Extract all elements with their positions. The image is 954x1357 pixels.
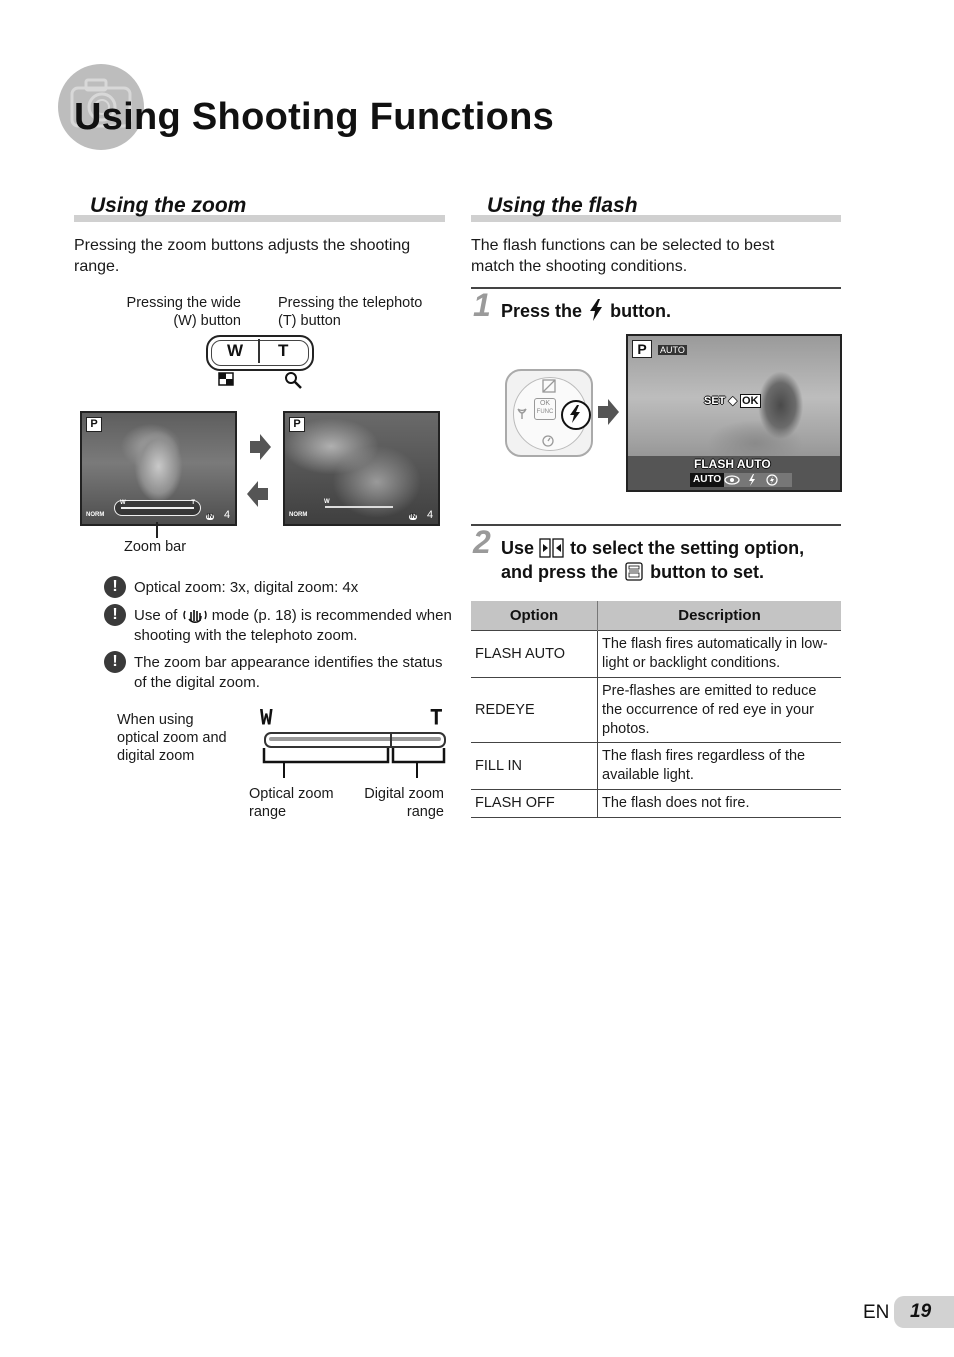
wide-label-line2: (W) button	[173, 313, 241, 329]
zbar-t: T	[191, 500, 195, 506]
table-row	[471, 631, 841, 678]
zbar-w: W	[120, 500, 126, 506]
redeye-icon[interactable]	[724, 475, 740, 485]
description-cell: Pre-flashes are emitted to reduce the occurrence of red eye in your photos.	[598, 678, 842, 743]
image-stabilizer-icon	[182, 607, 208, 623]
flash-icon	[569, 405, 581, 423]
exposure-icon	[542, 379, 556, 393]
self-timer-icon[interactable]	[541, 433, 555, 447]
screen-auto-label: AUTO	[660, 345, 685, 355]
flash-heading-text: Using the flash	[487, 194, 638, 217]
tele-label-line2: (T) button	[278, 313, 341, 329]
zoom-bar-label: Zoom bar	[124, 539, 187, 555]
note-stabilizer-post: mode (p. 18) is recommended when shooting with the telephoto zoom.	[134, 607, 452, 644]
zoom-bar-tele	[319, 500, 399, 514]
option-cell: FLASH OFF	[471, 790, 598, 818]
flash-option-row	[690, 473, 792, 487]
caution-icon: !	[104, 576, 126, 598]
note-text	[134, 606, 454, 646]
magnifier-icon	[284, 371, 302, 389]
header-description: Description	[598, 601, 842, 631]
ok-func-button[interactable]	[534, 398, 556, 420]
optical-range-label	[249, 785, 334, 821]
range-caption-line1: When using	[117, 712, 194, 728]
ok-func-icon	[625, 562, 643, 581]
note-text: The zoom bar appearance identifies the status of the digital zoom.	[134, 654, 443, 691]
screen-in-label: IN	[410, 514, 416, 520]
step2-text	[501, 536, 846, 584]
screen-ok-label: OK	[742, 395, 759, 407]
step1-pre: Press the	[501, 301, 583, 321]
screen-norm-label: NORM	[86, 512, 105, 518]
step2-b: to select the setting option,	[570, 538, 805, 558]
range-caption	[117, 711, 257, 765]
wide-button-label	[100, 294, 241, 330]
flash-button[interactable]	[561, 400, 591, 430]
range-t-label: T	[430, 706, 443, 733]
macro-icon[interactable]	[515, 406, 529, 420]
step2-a: Use	[501, 538, 535, 558]
step2-c: and press the	[501, 562, 619, 582]
option-cell: REDEYE	[471, 678, 598, 743]
step1-text	[501, 299, 671, 323]
note-stabilizer-pre: Use of	[134, 607, 178, 624]
caution-icon: !	[104, 604, 126, 626]
flash-menu-strip	[628, 456, 840, 490]
table-header-row	[471, 601, 841, 631]
tele-label-line1: Pressing the telephoto	[278, 295, 423, 311]
table-row	[471, 678, 841, 743]
zoom-bar-wide	[114, 500, 201, 516]
range-brackets	[262, 748, 448, 780]
step2-line2	[501, 560, 846, 584]
header-option: Option	[471, 601, 598, 631]
flash-mode-name: FLASH AUTO	[694, 457, 771, 471]
digital-line1: Digital zoom	[364, 786, 444, 802]
set-ok-arrow: ◆	[728, 395, 737, 407]
digital-range-label	[344, 785, 444, 821]
zoom-intro: Pressing the zoom buttons adjusts the shooting range.	[74, 237, 411, 275]
flash-option-auto[interactable]: AUTO	[690, 473, 724, 487]
flash-screen	[626, 334, 842, 492]
caution-icon: !	[104, 651, 126, 673]
zoom-rocker-button[interactable]	[206, 335, 314, 371]
mode-p-badge: P	[289, 417, 305, 432]
flash-icon	[589, 299, 603, 321]
tele-button-label	[278, 294, 448, 330]
digital-line2: range	[406, 804, 444, 820]
flash-icon[interactable]	[748, 474, 756, 486]
step1-rule	[471, 287, 841, 289]
control-dial[interactable]	[505, 369, 593, 457]
screen-count: 4	[224, 509, 231, 521]
flash-intro: The flash functions can be selected to best match the shooting conditions.	[471, 237, 775, 275]
screen-count: 4	[427, 509, 434, 521]
table-row	[471, 743, 841, 790]
note-text: Optical zoom: 3x, digital zoom: 4x	[134, 579, 359, 596]
wide-label-line1: Pressing the wide	[126, 295, 241, 311]
step1-number: 1	[473, 287, 491, 323]
flash-off-icon[interactable]	[766, 474, 778, 486]
step2-line1	[501, 536, 846, 560]
zoom-section-heading	[74, 194, 445, 222]
step2-rule	[471, 524, 841, 526]
flash-options-table	[471, 601, 841, 818]
optical-line2: range	[249, 804, 287, 820]
zoom-screen-wide	[80, 411, 237, 526]
page-number: 19	[910, 1301, 932, 1322]
dial-ok-label: OK	[539, 400, 551, 407]
page-number-tab	[894, 1296, 954, 1328]
flash-section-heading	[471, 194, 841, 222]
zoom-heading-text: Using the zoom	[90, 194, 247, 217]
language-label: EN	[863, 1302, 890, 1323]
step2-d: button to set.	[650, 562, 765, 582]
arrow-right-icon	[596, 398, 620, 426]
screen-in-label: IN	[207, 514, 213, 520]
wide-grid-icon	[218, 372, 234, 386]
zoom-screen-tele	[283, 411, 440, 526]
optical-line1: Optical zoom	[249, 786, 334, 802]
option-cell: FILL IN	[471, 743, 598, 790]
mode-p-badge: P	[632, 340, 652, 358]
zoom-bar-pointer	[156, 522, 158, 538]
screen-norm-label: NORM	[289, 512, 308, 518]
range-w-label: W	[260, 706, 273, 733]
step2-number: 2	[473, 524, 491, 560]
description-cell: The flash fires regardless of the available light.	[598, 743, 842, 790]
screen-set-label: SET	[704, 395, 726, 407]
table-row	[471, 790, 841, 818]
step1-post: button.	[610, 301, 672, 321]
w-key[interactable]: W	[227, 341, 244, 360]
arrow-left-icon	[246, 480, 270, 508]
arrow-right-icon	[248, 433, 272, 461]
mode-p-badge: P	[86, 417, 102, 432]
description-cell: The flash fires automatically in low-light or backlight conditions.	[598, 631, 842, 678]
set-ok-indicator	[704, 394, 761, 407]
option-cell: FLASH AUTO	[471, 631, 598, 678]
zbar-w: W	[324, 499, 330, 505]
page-title: Using Shooting Functions	[74, 96, 555, 138]
description-cell: The flash does not fire.	[598, 790, 842, 818]
dial-func-label: FUNC	[536, 409, 554, 415]
zoom-range-bar	[264, 732, 446, 748]
range-caption-line2: optical zoom and	[117, 730, 227, 746]
dial-left-right-icon	[539, 538, 565, 558]
range-caption-line3: digital zoom	[117, 748, 195, 764]
t-key[interactable]: T	[278, 341, 289, 360]
